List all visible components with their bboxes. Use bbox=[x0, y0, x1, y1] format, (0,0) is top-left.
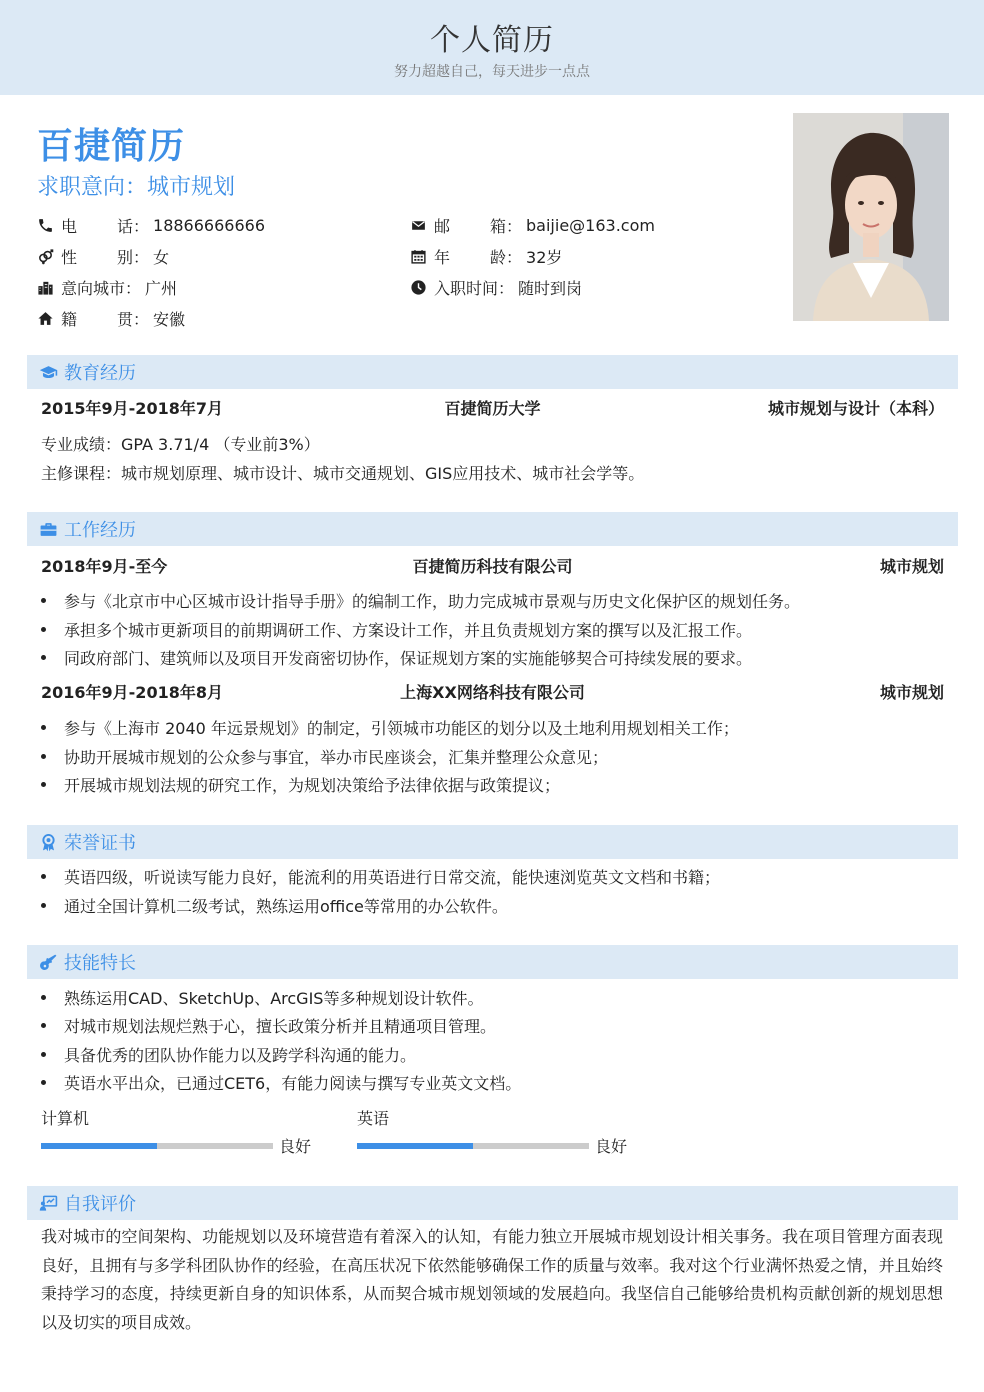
info-start: 入职时间 ： 随时到岗 bbox=[409, 276, 582, 298]
graduation-cap-icon bbox=[38, 362, 58, 382]
phone-value: 18866666666 bbox=[153, 215, 265, 235]
resume-slogan: 努力超越自己，每天进步一点点 bbox=[394, 64, 590, 80]
job-2-item: 协助开展城市规划的公众参与事宜，举办市民座谈会，汇集并整理公众意见； bbox=[41, 745, 608, 768]
info-gender: 性别 ： 女 bbox=[36, 245, 169, 267]
job-1-company: 百捷简历科技有限公司 bbox=[412, 557, 573, 576]
section-skills-header bbox=[27, 945, 958, 979]
education-gpa: 专业成绩：GPA 3.71/4 （专业前3%） bbox=[41, 435, 320, 454]
job-1-item: 承担多个城市更新项目的前期调研工作、方案设计工作，并且负责规划方案的撰写以及汇报工作。 bbox=[41, 618, 752, 641]
gender-value: 女 bbox=[153, 247, 170, 267]
section-work-title: 工作经历 bbox=[64, 520, 136, 541]
job-1-item: 同政府部门、建筑师以及项目开发商密切协作，保证规划方案的实施能够契合可持续发展的要求。 bbox=[41, 646, 752, 669]
skill-item: 对城市规划法规烂熟于心，擅长政策分析并且精通项目管理。 bbox=[41, 1014, 496, 1037]
job-2-item: 参与《上海市 2040 年远景规划》的制定，引领城市功能区的划分以及土地利用规划相关工作； bbox=[41, 716, 739, 739]
age-value: 32岁 bbox=[526, 247, 563, 267]
start-value: 随时到岗 bbox=[518, 278, 583, 298]
job-2-item: 开展城市规划法规的研究工作，为规划决策给予法律依据与政策提议； bbox=[41, 773, 560, 796]
job-2-period: 2016年9月-2018年8月 bbox=[41, 683, 223, 702]
top-banner bbox=[0, 0, 984, 95]
section-education-title: 教育经历 bbox=[64, 363, 136, 384]
job-intent: 求职意向：城市规划 bbox=[37, 175, 236, 200]
job-2-role: 城市规划 bbox=[879, 683, 944, 702]
envelope-icon bbox=[409, 216, 427, 234]
info-origin: 籍贯 ： 安徽 bbox=[36, 307, 185, 329]
skill-bar-2-fill bbox=[357, 1143, 473, 1149]
phone-label: 电话 bbox=[61, 216, 133, 236]
skill-bar-1-track bbox=[41, 1143, 273, 1149]
skill-item: 具备优秀的团队协作能力以及跨学科沟通的能力。 bbox=[41, 1043, 416, 1066]
education-school: 百捷简历大学 bbox=[444, 399, 541, 418]
origin-value: 安徽 bbox=[153, 309, 186, 329]
section-work-header bbox=[27, 512, 958, 546]
job-2-row bbox=[41, 680, 944, 704]
job-1-role: 城市规划 bbox=[879, 557, 944, 576]
skill-bar-1-label: 计算机 bbox=[41, 1109, 90, 1128]
calendar-icon bbox=[409, 247, 427, 265]
age-label: 年龄 bbox=[434, 247, 506, 267]
skill-item: 英语水平出众，已通过CET6，有能力阅读与撰写专业英文文档。 bbox=[41, 1071, 521, 1094]
phone-icon bbox=[36, 216, 54, 234]
resume-title: 个人简历 bbox=[430, 23, 554, 58]
honor-item: 英语四级，听说读写能力良好，能流利的用英语进行日常交流，能快速浏览英文文档和书籍； bbox=[41, 865, 720, 888]
honor-item: 通过全国计算机二级考试，熟练运用office等常用的办公软件。 bbox=[41, 894, 508, 917]
city-buildings-icon bbox=[36, 278, 54, 296]
clock-icon bbox=[409, 278, 427, 296]
award-ribbon-icon bbox=[38, 832, 58, 852]
start-label: 入职时间 bbox=[434, 278, 499, 298]
gender-label: 性别 bbox=[61, 247, 133, 267]
education-period: 2015年9月-2018年7月 bbox=[41, 399, 223, 418]
skill-bar-2-level: 良好 bbox=[595, 1137, 628, 1156]
skill-item: 熟练运用CAD、SketchUp、ArcGIS等多种规划设计软件。 bbox=[41, 986, 483, 1009]
skill-bar-1-level: 良好 bbox=[279, 1137, 312, 1156]
presentation-board-icon bbox=[38, 1193, 58, 1213]
info-email: 邮箱 ： baijie@163.com bbox=[409, 214, 655, 236]
section-self-eval-title: 自我评价 bbox=[64, 1194, 136, 1215]
gender-icon bbox=[36, 247, 54, 265]
education-courses: 主修课程：城市规划原理、城市设计、城市交通规划、GIS应用技术、城市社会学等。 bbox=[41, 464, 645, 483]
job-1-item: 参与《北京市中心区城市设计指导手册》的编制工作，助力完成城市景观与历史文化保护区的规划任务。 bbox=[41, 589, 800, 612]
education-row bbox=[41, 396, 944, 420]
section-honors-title: 荣誉证书 bbox=[64, 833, 136, 854]
skill-bar-2-track bbox=[357, 1143, 589, 1149]
skill-bar-2-label: 英语 bbox=[357, 1109, 390, 1128]
origin-label: 籍贯 bbox=[61, 309, 133, 329]
profile-photo bbox=[793, 113, 949, 321]
skill-bar-1-fill bbox=[41, 1143, 157, 1149]
info-phone: 电话 ： 18866666666 bbox=[36, 214, 265, 236]
self-evaluation-text: 我对城市的空间架构、功能规划以及环境营造有着深入的认知，有能力独立开展城市规划设计相关事务。我在项目管理方面表现良好，且拥有与多学科团队协作的经验，在高压状况下依然能够确保工作的质量与效率。我对这个行业满怀热爱之情，并且始终秉持学习的态度，持续更新自身的知识体系，从而契合城市规划领域的发展趋向。我坚信自己能够给贵机构贡献创新的规划思想以及切实的项目成效。 bbox=[41, 1227, 943, 1332]
guitar-icon bbox=[38, 952, 58, 972]
job-2-company: 上海XX网络科技有限公司 bbox=[400, 683, 585, 702]
city-value: 广州 bbox=[145, 278, 178, 298]
info-age: 年龄 ： 32岁 bbox=[409, 245, 562, 267]
info-city: 意向城市 ： 广州 bbox=[36, 276, 177, 298]
city-label: 意向城市 bbox=[61, 278, 126, 298]
section-self-eval-header bbox=[27, 1186, 958, 1220]
job-1-period: 2018年9月-至今 bbox=[41, 557, 168, 576]
briefcase-icon bbox=[38, 519, 58, 539]
section-skills-title: 技能特长 bbox=[64, 953, 136, 974]
education-major: 城市规划与设计（本科） bbox=[767, 399, 944, 418]
section-honors-header bbox=[27, 825, 958, 859]
email-value[interactable]: baijie@163.com bbox=[526, 215, 655, 235]
email-label: 邮箱 bbox=[434, 216, 506, 236]
section-education-header bbox=[27, 355, 958, 389]
job-1-row bbox=[41, 554, 944, 578]
candidate-name: 百捷简历 bbox=[37, 126, 186, 167]
home-icon bbox=[36, 309, 54, 327]
